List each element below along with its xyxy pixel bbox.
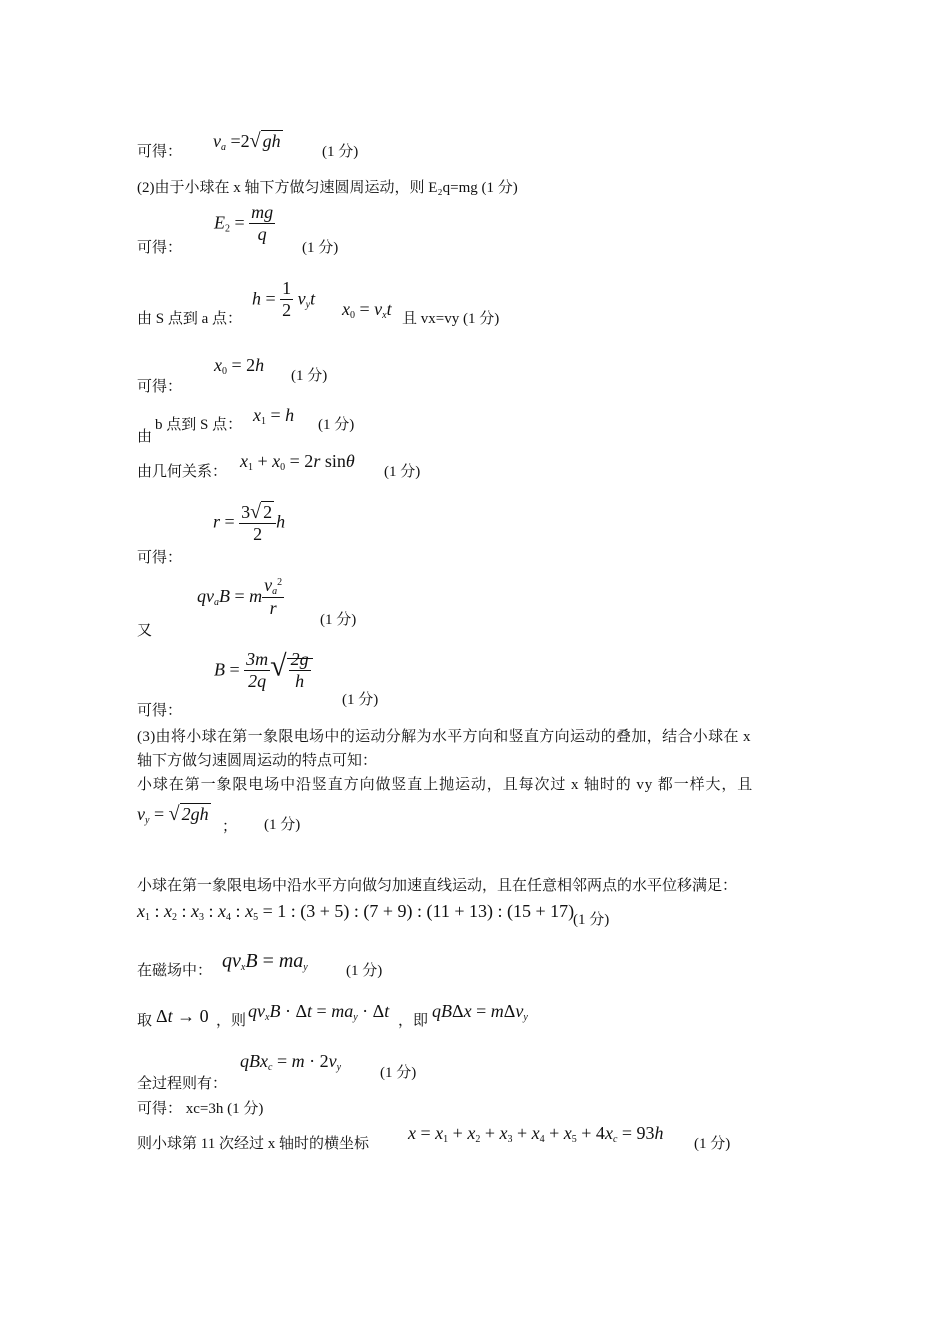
formula-impulse2: qBΔx = mΔv$_y$ bbox=[432, 1001, 528, 1023]
score-label: (1 分) bbox=[302, 240, 339, 256]
text-prefix: 可得： bbox=[137, 379, 183, 395]
score-label: (1 分) bbox=[573, 912, 610, 928]
text-prefix: 由 S 点到 a 点： bbox=[137, 311, 243, 327]
formula-geometry: $x_1 + x_0 = 2r$ sinθ bbox=[240, 451, 355, 473]
formula-x1-h: $x_1 = h$ bbox=[253, 405, 295, 427]
score-label: (1 分) bbox=[346, 963, 383, 979]
formula-xc: $qBx_c = m \cdot 2v_y$ bbox=[240, 1051, 342, 1073]
formula-va: $v_a =2√$ gh bbox=[213, 130, 281, 153]
score-label: (1 分) bbox=[322, 144, 359, 160]
formula-ratio: $x_1$ : $x_2$ : $x_3$ : $x_4$ : $x_5 = 1$ : (3 + 5) : (7 + 9) : (11 + 13) : (15 + 17) bbox=[137, 901, 575, 923]
text-prefix: b 点到 S 点： bbox=[155, 417, 243, 433]
text-prefix: 可得： bbox=[137, 703, 183, 719]
result-xc: 可得： xc=3h (1 分) bbox=[137, 1101, 264, 1117]
paragraph-3c: 小球在第一象限电场中沿竖直方向做竖直上抛运动，且每次过 x 轴时的 vy 都一样大，且 bbox=[137, 777, 754, 793]
formula-dt: Δt → 0 bbox=[156, 1006, 209, 1026]
score-label: (1 分) bbox=[380, 1065, 417, 1081]
text-connector: ，即 bbox=[398, 1013, 429, 1029]
paragraph-3a: (3)由将小球在第一象限电场中的运动分解为水平方向和竖直方向运动的叠加，结合小球在 x bbox=[137, 729, 751, 745]
paragraph-3b: 轴下方做匀速圆周运动的特点可知： bbox=[137, 753, 378, 769]
text-prefix: 则小球第 11 次经过 x 轴时的横坐标 bbox=[137, 1136, 369, 1152]
text-prefix: 又 bbox=[137, 623, 153, 639]
text-prefix: 可得： bbox=[137, 144, 183, 160]
paragraph-2: (2)由于小球在 x 轴下方做匀速圆周运动，则 E₂q=mg (1 分) bbox=[137, 180, 518, 196]
formula-impulse: $qv_xB \cdot \Delta t = ma_y \cdot \Delta t$ bbox=[248, 1001, 390, 1023]
formula-vy: $v_y$ = √ 2gh bbox=[137, 803, 209, 826]
text-prefix: 由 bbox=[137, 429, 153, 445]
formula-x0-vxt: $x_0 = v_xt$ bbox=[342, 299, 392, 321]
formula-x0-2h: $x_0 = 2h$ bbox=[214, 355, 265, 377]
formula-E2: $E_2$ = $\frac{mg}{q}$ bbox=[214, 202, 274, 244]
text-connector: ，则 bbox=[216, 1013, 247, 1029]
score-label: (1 分) bbox=[384, 464, 421, 480]
paragraph-3d: 小球在第一象限电场中沿水平方向做匀加速直线运动，且在任意相邻两点的水平位移满足： bbox=[137, 878, 738, 894]
text-suffix: 且 vx=vy (1 分) bbox=[402, 311, 500, 327]
score-label: (1 分) bbox=[320, 612, 357, 628]
formula-qvB: $qv_aB = m$ $\frac{v_a^2}{r}$ bbox=[197, 575, 283, 618]
formula-B: B = $\frac{3m}{2q}$ √ $\frac{2g}{h}$ bbox=[214, 650, 313, 692]
score-label: (1 分) bbox=[264, 817, 301, 833]
formula-final: $x = x_1 + x_2 + x_3 + x_4 + x_5 + 4x_c = 93h$ bbox=[408, 1123, 664, 1145]
score-label: (1 分) bbox=[318, 417, 355, 433]
score-label: (1 分) bbox=[291, 368, 328, 384]
text-prefix: 取 bbox=[137, 1013, 153, 1029]
score-label: (1 分) bbox=[694, 1136, 731, 1152]
text-prefix: 可得： bbox=[137, 240, 183, 256]
formula-r: r = $\frac{3√ 2}{2}$ h bbox=[213, 501, 286, 544]
formula-h: h = $\frac{1}{2}$ $v_yt$ bbox=[252, 278, 316, 320]
text-prefix: 可得： bbox=[137, 550, 183, 566]
text-prefix: 全过程则有： bbox=[137, 1076, 228, 1092]
score-label: (1 分) bbox=[342, 692, 379, 708]
text-prefix: 在磁场中： bbox=[137, 963, 213, 979]
formula-magnetic: $qv_xB = ma_y$ bbox=[222, 950, 308, 973]
text-semicolon: ； bbox=[222, 819, 238, 835]
text-prefix: 由几何关系： bbox=[137, 464, 228, 480]
